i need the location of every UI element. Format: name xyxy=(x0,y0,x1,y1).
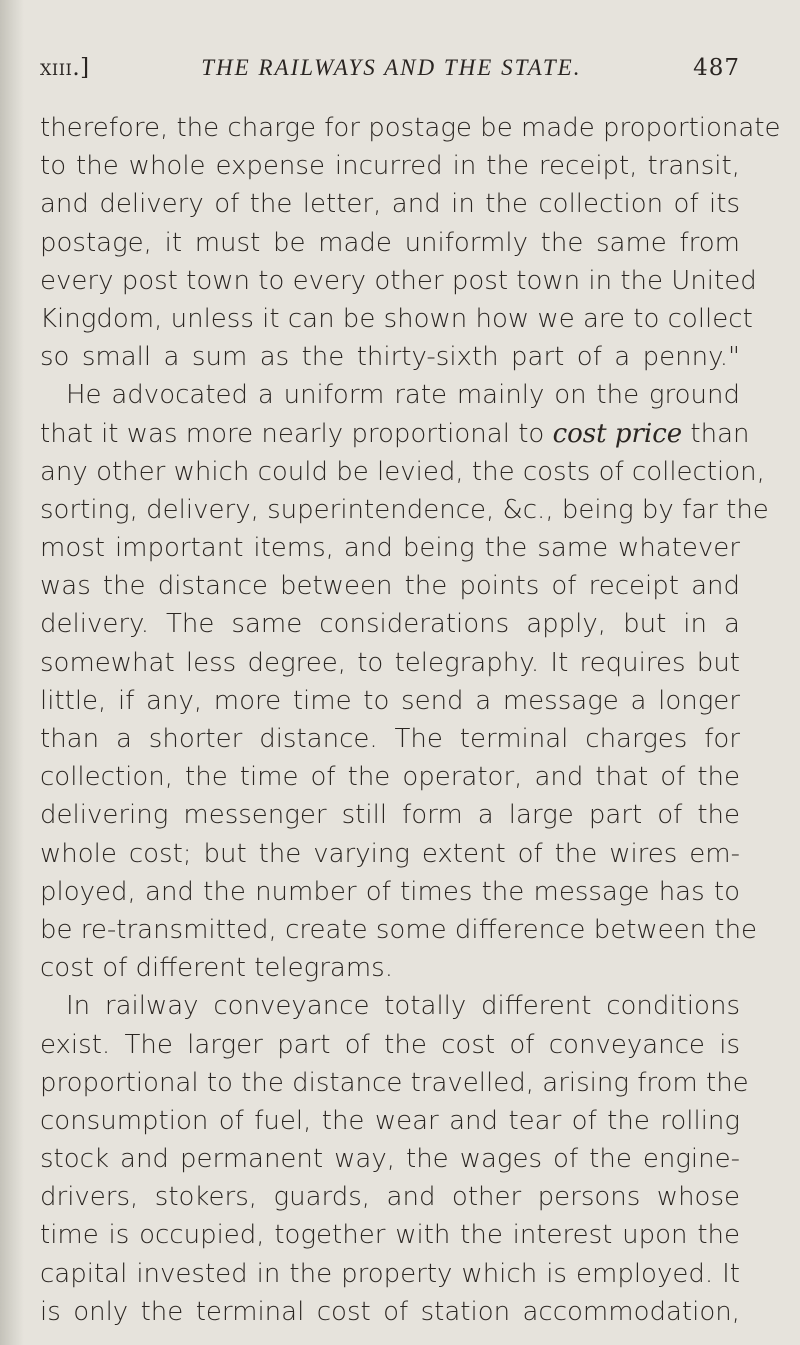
text-line: In railway conveyance totally different conditions xyxy=(66,991,740,1022)
text-line: Kingdom, unless it can be shown how we are to collect xyxy=(40,303,753,334)
text-line: delivery. The same considerations apply, but in a xyxy=(40,609,740,640)
body-text xyxy=(40,109,781,1331)
text-line: than a shorter distance. The terminal charges for xyxy=(40,724,740,754)
text-line: whole cost; but the varying extent of the wires em- xyxy=(40,838,740,869)
text-line: to the whole expense incurred in the receipt, transit, xyxy=(40,151,740,182)
running-head xyxy=(40,55,740,85)
page-number: 487 xyxy=(693,55,740,81)
text-line: little, if any, more time to send a message a longer xyxy=(40,685,740,716)
text-line: stock and permanent way, the wages of the engine- xyxy=(40,1144,740,1175)
text-line: drivers, stokers, guards, and other persons whose xyxy=(40,1182,740,1213)
text-fragment: that it was more nearly proportional to xyxy=(40,418,553,449)
text-line: cost of different telegrams. xyxy=(40,953,393,984)
text-fragment: than xyxy=(682,418,750,449)
text-line: postage, it must be made uniformly the same from xyxy=(40,227,740,258)
text-line xyxy=(40,415,750,453)
text-line: consumption of fuel, the wear and tear of the rolling xyxy=(40,1105,740,1136)
text-line: collection, the time of the operator, and that of the xyxy=(40,762,740,793)
text-line: time is occupied, together with the interest upon the xyxy=(40,1220,740,1251)
running-title: THE RAILWAYS AND THE STATE. xyxy=(201,55,582,80)
chapter-marker: xiii.] xyxy=(40,55,90,81)
book-page xyxy=(40,55,781,1331)
page-edge-shadow xyxy=(0,0,24,1345)
text-line: be re-transmitted, create some difference between the xyxy=(40,914,758,945)
text-line: exist. The larger part of the cost of conveyance is xyxy=(40,1029,740,1060)
text-line: and delivery of the letter, and in the collection of its xyxy=(40,189,740,220)
text-line: so small a sum as the thirty-sixth part of a penny." xyxy=(40,342,740,373)
italic-phrase: cost price xyxy=(552,418,683,449)
text-line: proportional to the distance travelled, arising from the xyxy=(40,1067,749,1098)
text-line: ployed, and the number of times the message has to xyxy=(40,876,740,907)
text-line: delivering messenger still form a large part of the xyxy=(40,800,740,831)
text-line: any other which could be levied, the costs of collection, xyxy=(40,456,765,487)
text-line: most important items, and being the same whatever xyxy=(40,533,740,564)
text-line: every post town to every other post town in the United xyxy=(40,265,757,296)
text-line: sorting, delivery, superintendence, &c., being by far the xyxy=(40,494,769,525)
text-line: is only the terminal cost of station accommodation, xyxy=(40,1296,740,1327)
text-line: therefore, the charge for postage be made proportionate xyxy=(40,113,781,143)
text-line: somewhat less degree, to telegraphy. It requires but xyxy=(40,647,740,678)
text-line: capital invested in the property which is employed. It xyxy=(40,1258,740,1289)
text-line: He advocated a uniform rate mainly on the ground xyxy=(66,380,740,411)
text-line: was the distance between the points of receipt and xyxy=(40,571,740,602)
